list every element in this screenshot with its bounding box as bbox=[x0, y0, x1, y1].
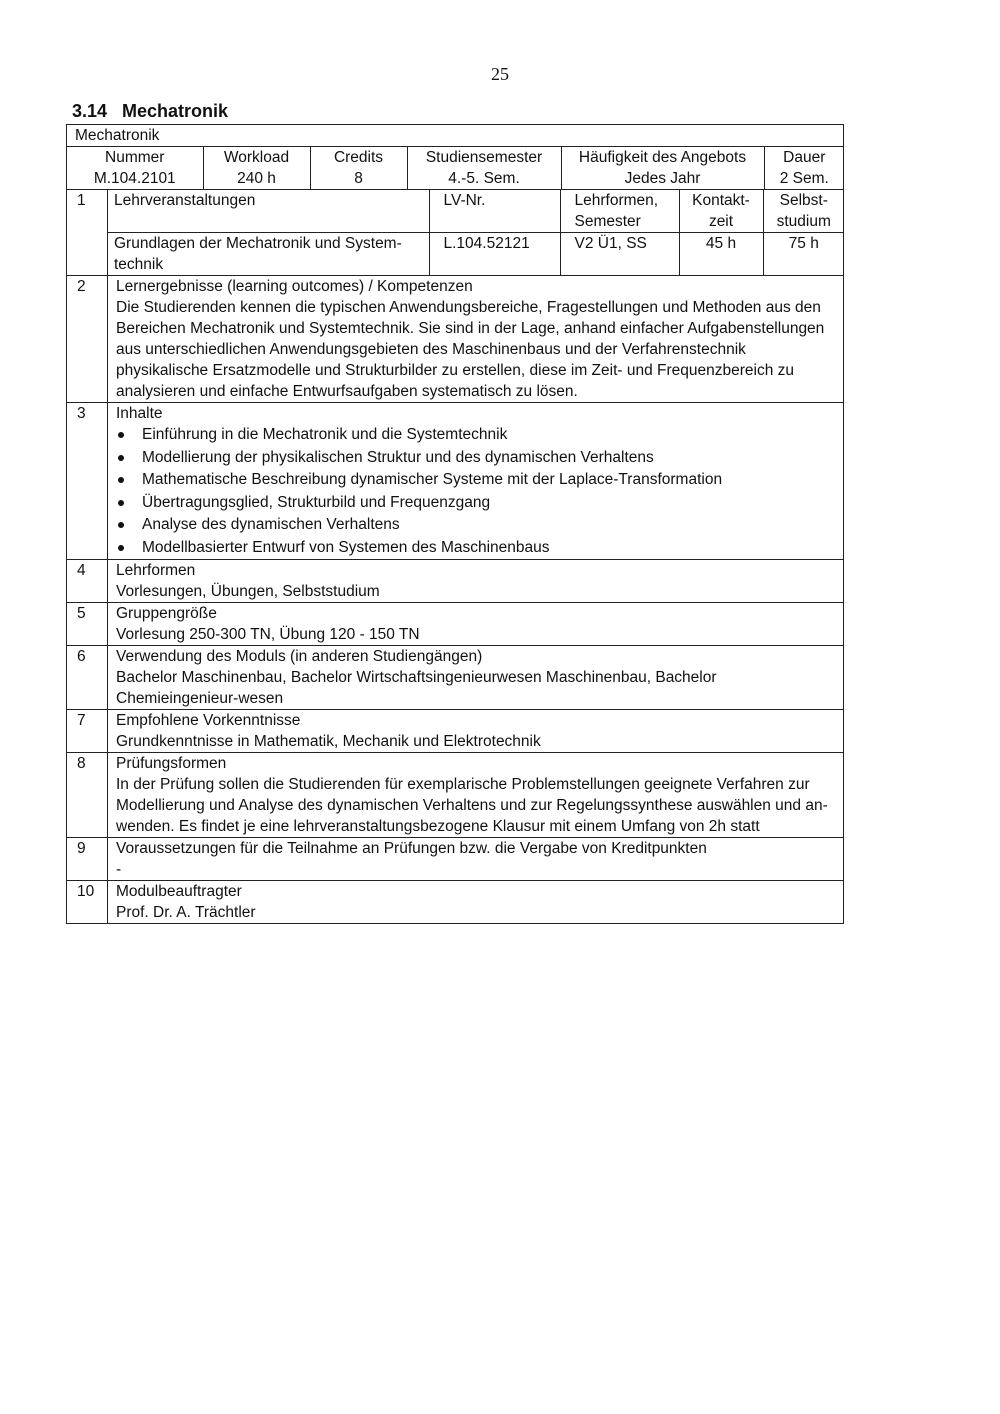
value-credits: 8 bbox=[354, 170, 363, 187]
module-info-row bbox=[67, 147, 844, 190]
list-item bbox=[116, 514, 835, 537]
page-number: 25 bbox=[491, 64, 509, 84]
group-title: Gruppengröße bbox=[116, 605, 217, 622]
teaching-title: Lehrformen bbox=[116, 562, 196, 579]
list-item-text: Mathematische Beschreibung dynamischer Systeme mit der Laplace-Transformation bbox=[142, 471, 723, 488]
teaching-row bbox=[67, 560, 844, 603]
header-nummer bbox=[67, 147, 203, 189]
row-index: 8 bbox=[67, 753, 108, 838]
row-index: 5 bbox=[67, 603, 108, 646]
list-item bbox=[116, 469, 835, 492]
contents-row bbox=[67, 403, 844, 560]
usage-title: Verwendung des Moduls (in anderen Studiengängen) bbox=[116, 648, 483, 665]
header-haeufigkeit-label: Häufigkeit des Angebots bbox=[578, 149, 747, 166]
bullet-icon bbox=[118, 477, 124, 483]
group-text: Vorlesung 250-300 TN, Übung 120 - 150 TN bbox=[116, 626, 420, 643]
value-dauer: 2 Sem. bbox=[779, 170, 829, 187]
responsible-row bbox=[67, 881, 844, 924]
conditions-row bbox=[67, 838, 844, 881]
bullet-icon bbox=[118, 545, 124, 551]
courses-header-kontakt: Kontakt-zeit bbox=[679, 190, 763, 233]
value-studiensemester: 4.-5. Sem. bbox=[448, 170, 520, 187]
group-row bbox=[67, 603, 844, 646]
exams-text: In der Prüfung sollen die Studierenden für exemplarische Problemstellungen geeignete Verfahren zur Modellierung und Analyse des dynamischen Verhaltens und zur Regelungssynthese auswählen und an-wenden. Es findet je eine lehrveranstaltungsbezogene Klausur mit einem Umfang von 2h statt bbox=[116, 776, 828, 835]
courses-row bbox=[67, 190, 844, 276]
value-nummer: M.104.2101 bbox=[93, 170, 176, 187]
module-table bbox=[66, 124, 844, 924]
header-studiensemester-label: Studiensemester bbox=[425, 149, 543, 166]
list-item bbox=[116, 447, 835, 470]
value-workload: 240 h bbox=[237, 170, 276, 187]
module-name: Mechatronik bbox=[67, 125, 844, 147]
header-dauer bbox=[764, 147, 844, 189]
header-workload-label: Workload bbox=[223, 149, 290, 166]
learning-text: Die Studierenden kennen die typischen Anwendungsbereiche, Fragestellungen und Methoden aus den Bereichen Mechatronik und Systemtechnik. Sie sind in der Lage, anhand einfacher Aufgabenstellungen aus unterschiedlichen Anwendungsgebieten des Maschinenbaus und der Verfahrenstechnik physikalische Ersatzmodelle und Strukturbilder zu erstellen, diese im Zeit- und Frequenzbereich zu analysieren und einfache Entwurfsaufgaben systematisch zu lösen. bbox=[116, 299, 825, 400]
row-index: 7 bbox=[67, 710, 108, 753]
conditions-title: Voraussetzungen für die Teilnahme an Prüfungen bzw. die Vergabe von Kreditpunkten bbox=[116, 840, 707, 857]
module-name-row bbox=[67, 125, 844, 147]
course-row bbox=[108, 233, 844, 276]
list-item-text: Einführung in die Mechatronik und die Systemtechnik bbox=[142, 426, 508, 443]
row-index: 9 bbox=[67, 838, 108, 881]
row-index: 1 bbox=[67, 190, 108, 276]
course-kontakt: 45 h bbox=[679, 233, 763, 276]
learning-row bbox=[67, 276, 844, 403]
row-index: 3 bbox=[67, 403, 108, 560]
courses-header-lvnr: LV-Nr. bbox=[429, 190, 560, 233]
course-name: Grundlagen der Mechatronik und System-technik bbox=[108, 233, 429, 276]
responsible-text: Prof. Dr. A. Trächtler bbox=[116, 904, 256, 921]
course-selbst: 75 h bbox=[763, 233, 844, 276]
courses-table bbox=[108, 190, 844, 275]
header-haeufigkeit bbox=[561, 147, 764, 189]
header-nummer-label: Nummer bbox=[105, 149, 165, 166]
prereq-title: Empfohlene Vorkenntnisse bbox=[116, 712, 301, 729]
courses-header-selbst: Selbst-studium bbox=[763, 190, 844, 233]
contents-title: Inhalte bbox=[116, 405, 163, 422]
teaching-text: Vorlesungen, Übungen, Selbststudium bbox=[116, 583, 380, 600]
bullet-icon bbox=[118, 455, 124, 461]
module-info-table bbox=[67, 147, 844, 189]
exams-title: Prüfungsformen bbox=[116, 755, 227, 772]
value-haeufigkeit: Jedes Jahr bbox=[624, 170, 701, 187]
section-title bbox=[72, 101, 228, 122]
header-dauer-label: Dauer bbox=[783, 149, 826, 166]
prereq-row bbox=[67, 710, 844, 753]
prereq-text: Grundkenntnisse in Mathematik, Mechanik und Elektrotechnik bbox=[116, 733, 541, 750]
course-lehrformen: V2 Ü1, SS bbox=[560, 233, 679, 276]
row-index: 4 bbox=[67, 560, 108, 603]
conditions-text: - bbox=[116, 861, 122, 878]
row-index: 6 bbox=[67, 646, 108, 710]
list-item bbox=[116, 492, 835, 515]
header-credits-label: Credits bbox=[333, 149, 384, 166]
header-credits bbox=[310, 147, 407, 189]
contents-list bbox=[116, 424, 835, 559]
list-item-text: Analyse des dynamischen Verhaltens bbox=[142, 516, 400, 533]
row-index: 10 bbox=[67, 881, 108, 924]
header-workload bbox=[203, 147, 310, 189]
bullet-icon bbox=[118, 432, 124, 438]
list-item-text: Modellierung der physikalischen Struktur und des dynamischen Verhaltens bbox=[142, 448, 654, 466]
section-name: Mechatronik bbox=[122, 101, 229, 121]
list-item bbox=[116, 537, 835, 560]
exams-row bbox=[67, 753, 844, 838]
section-number: 3.14 bbox=[72, 101, 108, 121]
bullet-icon bbox=[118, 522, 124, 528]
row-index: 2 bbox=[67, 276, 108, 403]
usage-text: Bachelor Maschinenbau, Bachelor Wirtschaftsingenieurwesen Maschinenbau, Bachelor Chemieingenieur-wesen bbox=[116, 669, 717, 707]
courses-header-lehrformen: Lehrformen, Semester bbox=[560, 190, 679, 233]
list-item-text: Modellbasierter Entwurf von Systemen des Maschinenbaus bbox=[142, 538, 550, 556]
list-item-text: Übertragungsglied, Strukturbild und Frequenzgang bbox=[142, 493, 491, 511]
header-studiensemester bbox=[407, 147, 561, 189]
usage-row bbox=[67, 646, 844, 710]
responsible-title: Modulbeauftragter bbox=[116, 883, 242, 900]
list-item bbox=[116, 424, 835, 447]
learning-title: Lernergebnisse (learning outcomes) / Kompetenzen bbox=[116, 278, 473, 295]
course-lvnr: L.104.52121 bbox=[429, 233, 560, 276]
courses-header-name: Lehrveranstaltungen bbox=[108, 190, 429, 233]
bullet-icon bbox=[118, 500, 124, 506]
